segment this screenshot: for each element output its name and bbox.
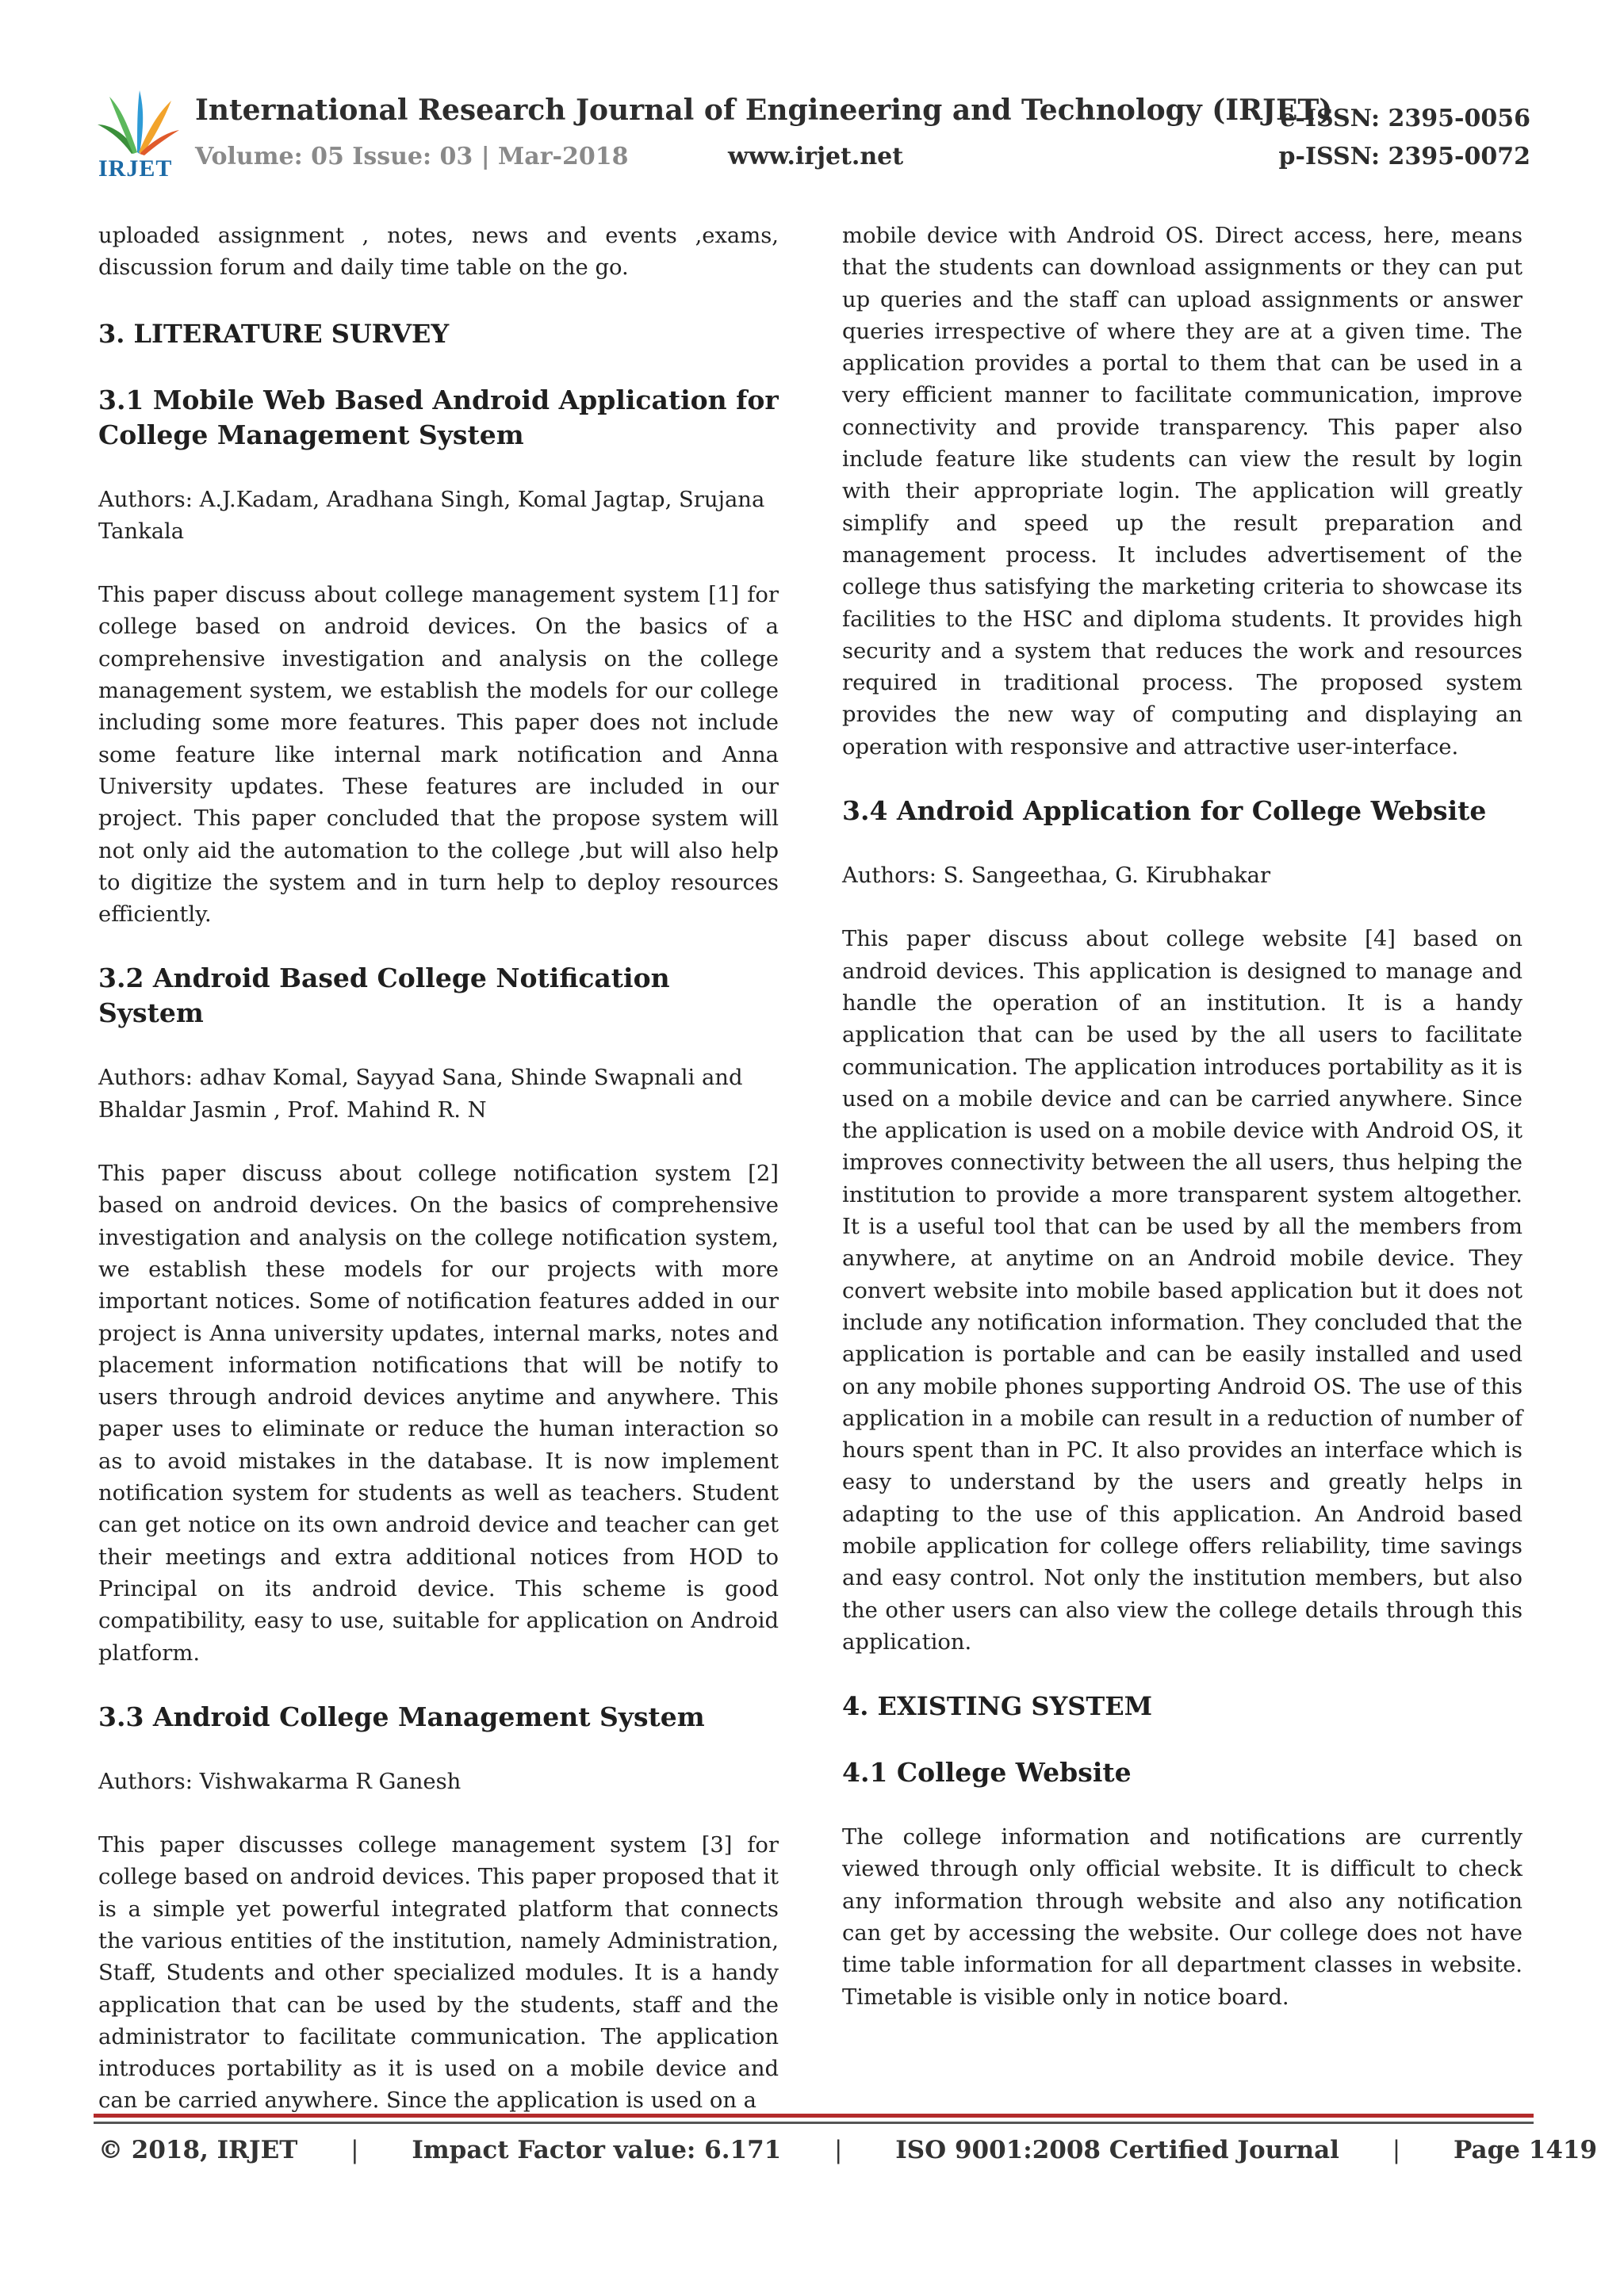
paragraph-3-2: This paper discuss about college notification system [2] based on android devices. On the basics of comprehensive investigation and analysis on the college notification system, we establish these models for our projects with more important notices. Some of notification features added in our project is Anna university updates, internal marks, notes and placement information notifications that will be notify to users through android devices anytime and anywhere. This paper uses to eliminate or reduce the human interaction so as to avoid mistakes in the database. It is now implement notification system for students as well as teachers. Student can get notice on its own android device and teacher can get their meetings and extra additional notices from HOD to Principal on its android device. This scheme is good compatibility, easy to use, suitable for application on Android platform. [98,1161,779,1666]
volume-issue: Volume: 05 Issue: 03 | Mar-2018 [195,143,629,170]
journal-website[interactable]: www.irjet.net [728,143,904,170]
paragraph-3-3-continued: mobile device with Android OS. Direct access, here, means that the students can download assignments or they can put up queries and the staff can upload assignments or answer queries irrespective of where they are at a given time. The application provides a portal to them that can be used in a very efficient manner to facilitate communication, improve connectivity and provide transparency. This paper also include feature like students can view the result by login with their appropriate login. The application will greatly simplify and speed up the result preparation and management process. It includes advertisement of the college thus satisfying the marketing criteria to showcase its facilities to the HSC and diploma students. It provides high security and a system that reduces the work and resources required in traditional process. The proposed system provides the new way of computing and displaying an operation with responsive and attractive user-interface. [842,224,1522,760]
footer-divider-dark [94,2122,1534,2124]
paragraph-3-3: This paper discusses college management system [3] for college based on android devices. This paper proposed that it is a simple yet powerful integrated platform that connects the various entities of the institution, namely Administration, Staff, Students and other specialized modules. It is a handy application that can be used by the students, staff and the administrator to facilitate communication. The application introduces portability as it is used on a mobile device and can be carried anywhere. Since the application is used on a [98,1833,779,2114]
footer-divider-red [94,2114,1534,2118]
subsection-heading-3-3: 3.3 Android College Management System [98,1701,705,1732]
paragraph-4-1: The college information and notifications are currently viewed through only official website. It is difficult to check any information through website and also any notification can get by accessing the website. Our college does not have time table information for all department classes in website. Timetable is visible only in notice board. [842,1825,1522,2010]
footer-impact-factor: Impact Factor value: 6.171 [412,2136,782,2164]
footer-iso: ISO 9001:2008 Certified Journal [895,2136,1339,2164]
footer-copyright: © 2018, IRJET [98,2136,298,2164]
left-column [98,220,779,2118]
section-heading-existing-system: 4. EXISTING SYSTEM [842,1691,1153,1722]
authors-3-1: Authors: A.J.Kadam, Aradhana Singh, Komal Jagtap, Srujana Tankala [98,487,765,544]
eissn: e-ISSN: 2395-0056 [1280,105,1530,132]
footer-separator: | [834,2136,843,2164]
irjet-logo [94,89,181,184]
subsection-heading-4-1: 4.1 College Website [842,1757,1132,1789]
subsection-heading-3-1: 3.1 Mobile Web Based Android Application for College Management System [98,384,779,450]
leaf-logo-icon [94,89,181,160]
footer-separator: | [1392,2136,1401,2164]
pissn: p-ISSN: 2395-0072 [1278,143,1530,170]
page-footer [98,2136,1598,2164]
page-header [94,89,1530,192]
subsection-heading-3-4: 3.4 Android Application for College Website [842,795,1487,827]
paragraph-3-4: This paper discuss about college website [4] based on android devices. This application is designed to manage and handle the operation of an institution. It is a handy application that can be used by the all users to facilitate communication. The application introduces portability as it is used on a mobile device and can be carried anywhere. Since the application is used on a mobile device with Android OS, it improves connectivity between the all users, thus helping the institution to provide a more transparent system altogether. It is a useful tool that can be used by all the members from anywhere, at anytime on an Android mobile device. They convert website into mobile based application but it does not include any notification information. They concluded that the application is portable and can be easily installed and used on any mobile phones supporting Android OS. The use of this application in a mobile can result in a reduction of number of hours spent than in PC. It also provides an interface which is easy to understand by the users and greatly helps in adapting to the use of this application. An Android based mobile application for college offers reliability, time savings and easy control. Not only the institution members, but also the other users can also view the college details through this application. [842,927,1522,1655]
journal-title: International Research Journal of Engineering and Technology (IRJET) [195,94,1333,127]
right-column [842,220,1522,2014]
authors-3-3: Authors: Vishwakarma R Ganesh [98,1769,462,1794]
subsection-heading-3-2: 3.2 Android Based College Notification System [98,962,670,1029]
footer-page-number: Page 1419 [1454,2136,1598,2164]
paragraph-continued: uploaded assignment , notes, news and events ,exams, discussion forum and daily time table on the go. [98,224,779,281]
paragraph-3-1: This paper discuss about college management system [1] for college based on android devices. On the basics of a comprehensive investigation and analysis on the college management system, we establish the models for our college including some more features. This paper does not include some feature like internal mark notification and Anna University updates. These features are included in our project. This paper concluded that the propose system will not only aid the automation to the college ,but will also help to digitize the system and in turn help to deploy resources efficiently. [98,583,779,928]
authors-3-4: Authors: S. Sangeethaa, G. Kirubhakar [842,863,1271,889]
authors-3-2: Authors: adhav Komal, Sayyad Sana, Shinde Swapnali and Bhaldar Jasmin , Prof. Mahind R. N [98,1066,743,1123]
logo-text: IRJET [98,155,173,182]
footer-separator: | [350,2136,359,2164]
section-heading-literature-survey: 3. LITERATURE SURVEY [98,318,450,349]
